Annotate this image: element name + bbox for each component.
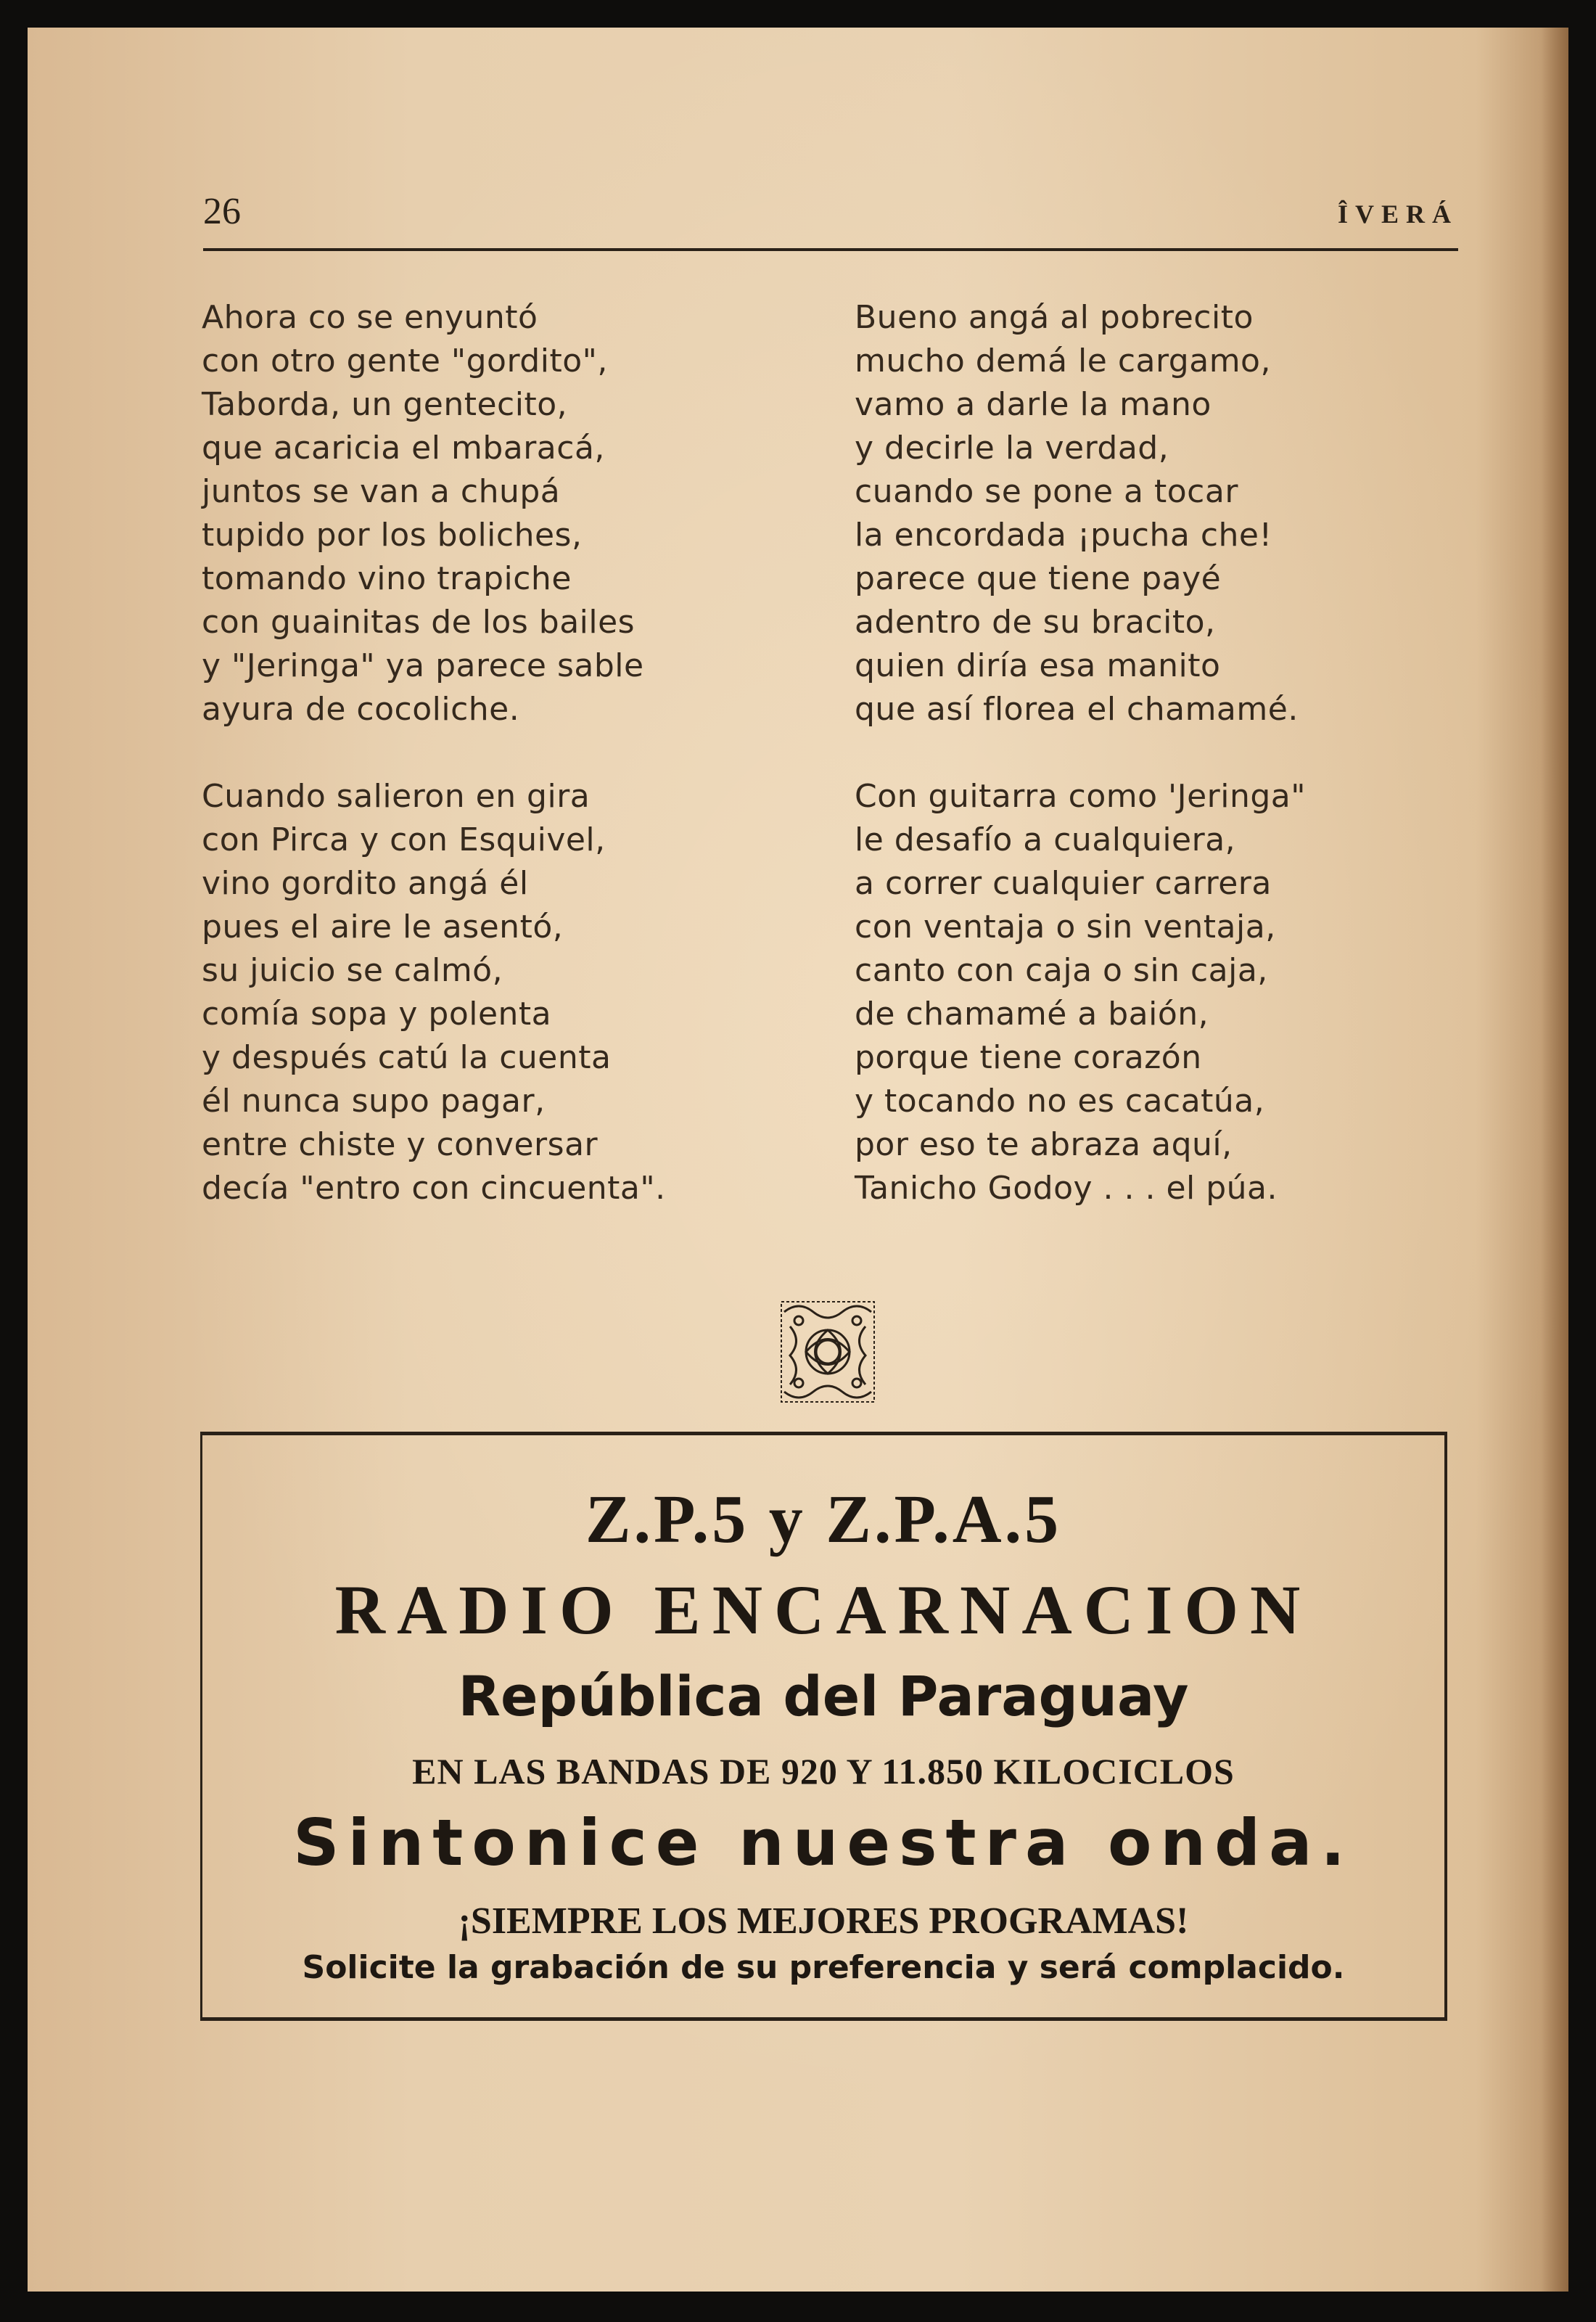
poem-stanza xyxy=(855,775,1457,1210)
running-title: ÎVERÁ xyxy=(1337,200,1458,229)
poem-line: que así florea el chamamé. xyxy=(855,691,1299,728)
poem-line: adentro de su bracito, xyxy=(855,604,1216,641)
poem-line: y "Jeringa" ya parece sable xyxy=(202,647,644,684)
page-header xyxy=(181,165,1458,253)
poem-right-column xyxy=(855,296,1457,1254)
poem-line: Con guitarra como 'Jeringa" xyxy=(855,778,1306,815)
poem-line: Ahora co se enyuntó xyxy=(202,299,538,336)
ad-call-signs: Z.P.5 y Z.P.A.5 xyxy=(585,1482,1062,1557)
ad-tune-in: Sintonice nuestra onda. xyxy=(293,1805,1354,1880)
poem-line: tomando vino trapiche xyxy=(202,560,572,597)
poem-line: él nunca supo pagar, xyxy=(202,1083,546,1120)
poem-line: comía sopa y polenta xyxy=(202,996,552,1033)
poem-line: cuando se pone a tocar xyxy=(855,473,1238,510)
poem-line: con ventaja o sin ventaja, xyxy=(855,908,1276,945)
poem-line: vino gordito angá él xyxy=(202,865,529,902)
header-rule xyxy=(203,248,1458,251)
poem-line: y tocando no es cacatúa, xyxy=(855,1083,1265,1120)
poem-line: con guainitas de los bailes xyxy=(202,604,635,641)
poem-stanza xyxy=(855,296,1457,731)
poem-line: le desafío a cualquiera, xyxy=(855,821,1236,858)
ad-request: Solicite la grabación de su preferencia y será complacido. xyxy=(302,1949,1345,1986)
poem-line: con Pirca y con Esquivel, xyxy=(202,821,606,858)
poem-left-column xyxy=(202,296,804,1254)
magazine-page xyxy=(28,28,1568,2292)
poem-line: vamo a darle la mano xyxy=(855,386,1212,423)
poem-line: que acaricia el mbaracá, xyxy=(202,430,605,467)
poem-line: y decirle la verdad, xyxy=(855,430,1169,467)
poem-line: Tanicho Godoy . . . el púa. xyxy=(855,1170,1278,1207)
ad-bands: EN LAS BANDAS DE 920 Y 11.850 KILOCICLOS xyxy=(412,1751,1235,1792)
page-spine-shadow xyxy=(1541,28,1568,2292)
poem-line: porque tiene corazón xyxy=(855,1039,1202,1076)
poem-line: de chamamé a baión, xyxy=(855,996,1209,1033)
poem-line: Cuando salieron en gira xyxy=(202,778,591,815)
poem-line: pues el aire le asentó, xyxy=(202,908,564,945)
ad-station-name: RADIO ENCARNACION xyxy=(334,1571,1312,1649)
decorative-knot-ornament-icon xyxy=(777,1297,879,1406)
poem-line: su juicio se calmó, xyxy=(202,952,503,989)
poem-line: y después catú la cuenta xyxy=(202,1039,612,1076)
poem-line: Taborda, un gentecito, xyxy=(202,386,568,423)
poem-line: quien diría esa manito xyxy=(855,647,1221,684)
poem-line: parece que tiene payé xyxy=(855,560,1222,597)
radio-advertisement xyxy=(200,1432,1447,2021)
poem-line: entre chiste y conversar xyxy=(202,1126,598,1163)
poem-line: con otro gente "gordito", xyxy=(202,342,608,380)
ad-slogan: ¡SIEMPRE LOS MEJORES PROGRAMAS! xyxy=(458,1900,1189,1942)
poem-line: Bueno angá al pobrecito xyxy=(855,299,1254,336)
ad-country: República del Paraguay xyxy=(458,1664,1189,1728)
poem-line: canto con caja o sin caja, xyxy=(855,952,1268,989)
poem-line: ayura de cocoliche. xyxy=(202,691,520,728)
poem-line: tupido por los boliches, xyxy=(202,517,583,554)
poem-line: mucho demá le cargamo, xyxy=(855,342,1271,380)
poem-stanza xyxy=(202,296,804,731)
page-number: 26 xyxy=(203,191,241,232)
poem-line: decía "entro con cincuenta". xyxy=(202,1170,666,1207)
poem-line: por eso te abraza aquí, xyxy=(855,1126,1233,1163)
poem-line: juntos se van a chupá xyxy=(202,473,561,510)
poem-line: a correr cualquier carrera xyxy=(855,865,1272,902)
poem-line: la encordada ¡pucha che! xyxy=(855,517,1272,554)
poem-stanza xyxy=(202,775,804,1210)
